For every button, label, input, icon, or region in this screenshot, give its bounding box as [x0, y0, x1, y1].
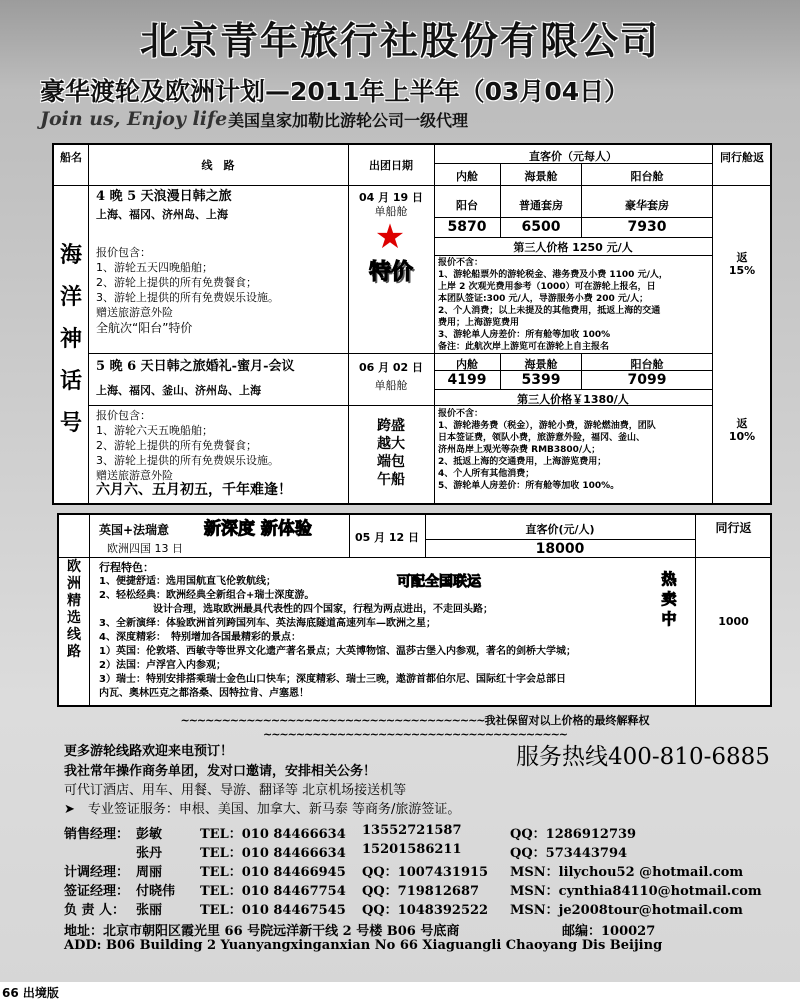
europe-badge: 新深度 新体验 — [204, 519, 312, 539]
europe-title: 英国+法瑞意 — [99, 523, 170, 537]
contact-name: 周丽 — [136, 865, 163, 880]
hotline: 服务热线400-810-6885 — [516, 744, 770, 770]
europe-side-label: 欧 洲 精 选 线 路 — [67, 559, 81, 660]
europe-rebate-value: 1000 — [718, 615, 749, 628]
promo-line-3: 可代订酒店、用车、用餐、导游、翻译等 北京机场接送机等 — [64, 783, 407, 798]
zip-code: 邮编：100027 — [562, 924, 656, 939]
tour1-date: 04 月 19 日 — [358, 191, 424, 204]
contact-im: QQ：573443794 — [510, 846, 628, 861]
europe-sub: 欧洲四国 13 日 — [107, 542, 183, 555]
tour1-promo: 全航次“阳台”特价 — [96, 321, 193, 335]
tour1-price-a: 5870 — [447, 219, 487, 235]
tour2-label-inner: 内舱 — [456, 358, 478, 371]
star-icon: ★ — [374, 217, 406, 257]
reserve-note: ~~~~~~~~~~~~~~~~~~~~~~~~~~~~~~~~~~~~~我社保留对以上价格的最终解释权~~~~~~~~~~~~~~~~~~~~~~~~~~~~~~~~~~~~~ — [180, 714, 650, 741]
header-direct-price: 直客价（元每人） — [529, 150, 617, 163]
contact-name: 彭敏 — [136, 827, 163, 842]
europe-price: 18000 — [535, 541, 585, 557]
contact-role: 计调经理： — [64, 865, 130, 880]
contact-mobile: 15201586211 — [362, 842, 462, 857]
tour1-rebate: 返 — [736, 251, 748, 264]
contact-im: QQ：1286912739 — [510, 827, 637, 842]
tour2-ports: 上海、福冈、釜山、济州岛、上海 — [96, 384, 261, 397]
tour1-title: 4 晚 5 天浪漫日韩之旅 — [96, 189, 232, 204]
tour1-cabin-c: 豪华套房 — [625, 199, 669, 212]
tour2-rebate: 返 — [736, 417, 748, 430]
tour1-cabin-a: 阳台 — [456, 199, 478, 212]
address-en: ADD: B06 Building 2 Yuanyangxinganxian No 66 Xiaguangli Chaoyang Dis Beijing — [64, 938, 663, 953]
europe-date: 05 月 12 日 — [354, 531, 420, 544]
tour1-price-c: 7930 — [627, 219, 667, 235]
contact-name: 付晓伟 — [136, 884, 176, 899]
tour2-rebate-pct: 10% — [728, 430, 756, 443]
arrow-icon: ➤ — [64, 802, 88, 817]
contact-mobile: 13552721587 — [362, 823, 462, 838]
tour2-label-seaview: 海景舱 — [524, 358, 558, 371]
header-cabin-balcony: 阳台舱 — [630, 170, 664, 183]
contact-tel: TEL：010 84467545 — [200, 903, 346, 918]
ship-name: 海 洋 神 话 号 — [59, 243, 82, 436]
contact-tel: TEL：010 84466945 — [200, 865, 346, 880]
contact-name: 张丹 — [136, 846, 163, 861]
tour2-title: 5 晚 6 天日韩之旅婚礼-蜜月-会议 — [96, 359, 295, 374]
contact-tel: TEL：010 84467754 — [200, 884, 346, 899]
contact-mobile: QQ：719812687 — [362, 884, 480, 899]
header-rebate: 同行舱返 — [720, 151, 764, 164]
combine-badge: 可配全国联运 — [397, 574, 481, 590]
tour2-excludes: 报价不含： 1、游轮港务费（税金），游轮小费，游轮燃油费，团队 日本签证费，领队小费，旅游意外险，福冈、釜山、 济州岛岸上观光等杂费 RMB3800/人； 2、抵返上海的交通费用，上海游览费用； 4、个人所有其他消费； 5、游轮单人房差价：所有舱等加收 100%。 — [438, 409, 656, 491]
contact-mobile: QQ：1007431915 — [362, 865, 489, 880]
tour2-third-person: 第三人价格￥1380/人 — [517, 393, 629, 406]
europe-table — [57, 513, 772, 707]
tour2-slogan: 六月六、五月初五，千年难逢！ — [96, 482, 292, 498]
tour2-date-note: 单船舱 — [374, 379, 408, 392]
address-cn: 地址：北京市朝阳区霞光里 66 号院远洋新干线 2 号楼 B06 号底商 — [64, 924, 460, 939]
tour1-price-b: 6500 — [521, 219, 561, 235]
tour1-date-note: 单船舱 — [374, 205, 408, 218]
tour1-includes: 报价包含： 1、游轮五天四晚船舶； 2、游轮上提供的所有免费餐食； 3、游轮上提供的所有免费娱乐设施。 赠送旅游意外险 — [96, 246, 279, 319]
promo-line-1: 更多游轮线路欢迎来电预订！ — [64, 744, 234, 759]
cruise-table — [52, 143, 772, 505]
contact-name: 张丽 — [136, 903, 163, 918]
page-footer: 66 出境版 — [2, 986, 59, 1000]
europe-rebate-label: 同行返 — [715, 521, 752, 535]
header-cabin-inner: 内舱 — [456, 170, 478, 183]
company-title: 北京青年旅行社股份有限公司 — [139, 19, 660, 63]
tour2-stamp: 跨盛 越大 端包 午船 — [377, 418, 405, 488]
header-cabin-seaview: 海景舱 — [524, 170, 558, 183]
tour1-rebate-pct: 15% — [728, 264, 756, 277]
promo-line-2: 我社常年操作商务单团，发对口邀请，安排相关公务！ — [64, 764, 377, 779]
header-route: 线 路 — [201, 159, 235, 172]
contact-role: 签证经理： — [64, 884, 130, 899]
slogan: Join us, Enjoy life — [40, 108, 228, 130]
tour1-third-person: 第三人价格 1250 元/人 — [513, 241, 633, 254]
tour2-price-balcony: 7099 — [627, 372, 667, 388]
tour2-label-balcony: 阳台舱 — [630, 358, 664, 371]
agent-note: 美国皇家加勒比游轮公司一级代理 — [228, 111, 469, 130]
contact-im: MSN：lilychou52 @hotmail.com — [510, 865, 744, 880]
tour1-excludes: 报价不含： 1、游轮船票外的游轮税金、港务费及小费 1100 元/人， 上岸 2 次观光费用参考（1000）可在游轮上报名，日 本团队签证:300 元/人，导游服务小费 200 元/人； 2、个人消费；以上未提及的其他费用，抵返上海的交通 费用；上海游览费用 3、游轮单人房差价：所有舱等加收 100% 备注：此航次岸上游览可在游轮上自主报名 — [438, 258, 668, 352]
tour2-price-seaview: 5399 — [521, 372, 561, 388]
promo-line-4: ➤ 专业签证服务：申根、美国、加拿大、新马泰 等商务/旅游签证。 — [64, 802, 461, 817]
contact-tel: TEL：010 84466634 — [200, 827, 346, 842]
europe-direct-label: 直客价(元/人) — [525, 523, 595, 536]
contact-mobile: QQ：1048392522 — [362, 903, 489, 918]
tour2-price-inner: 4199 — [447, 372, 487, 388]
contact-tel: TEL：010 84466634 — [200, 846, 346, 861]
contact-role: 负 责 人： — [64, 903, 126, 918]
europe-features: 行程特色： 1、便捷舒适：选用国航直飞伦敦航线； 2、轻松经典：欧洲经典全新组合+瑞士深度游。 设计合理，选取欧洲最具代表性的四个国家，行程为两点进出，不走回头路； 3、全新演绎：体验欧洲首列跨国列车、英法海底隧道高速列车—欧洲之星； 4、深度精彩： 特别增加各国最精彩的景点： 1）英国：伦敦塔、西敏寺等世界文化遗产著名景点；大英博物馆、温莎古堡入内参观，著名的剑桥大学城； 2）法国：卢浮宫入内参观； 3）瑞士：特别安排搭乘瑞士金色山口快车；深度精彩、瑞士三晚，遨游首都伯尔尼、国际红十字会总部日 内瓦、奥林匹克之都洛桑、因特拉肯、卢塞恩！ — [99, 561, 576, 699]
header-ship: 船名 — [60, 151, 82, 164]
contact-role: 销售经理： — [64, 827, 130, 842]
tour1-cabin-b: 普通套房 — [519, 199, 563, 212]
header-date: 出团日期 — [369, 159, 413, 172]
page-subtitle: 豪华渡轮及欧洲计划—2011年上半年（03月04日） — [40, 77, 630, 106]
contact-im: MSN：je2008tour@hotmail.com — [510, 903, 743, 918]
tour2-includes: 报价包含： 1、游轮六天五晚船舶； 2、游轮上提供的所有免费餐食； 3、游轮上提供的所有免费娱乐设施。 赠送旅游意外险 — [96, 409, 279, 482]
special-price-badge: 特价 — [368, 260, 413, 285]
contact-im: MSN：cynthia84110@hotmail.com — [510, 884, 762, 899]
tour2-date: 06 月 02 日 — [358, 361, 424, 374]
tour1-ports: 上海、福冈、济州岛、上海 — [96, 208, 228, 221]
footer-bar — [0, 982, 800, 1000]
hot-sale-badge: 热 卖 中 — [661, 570, 677, 628]
